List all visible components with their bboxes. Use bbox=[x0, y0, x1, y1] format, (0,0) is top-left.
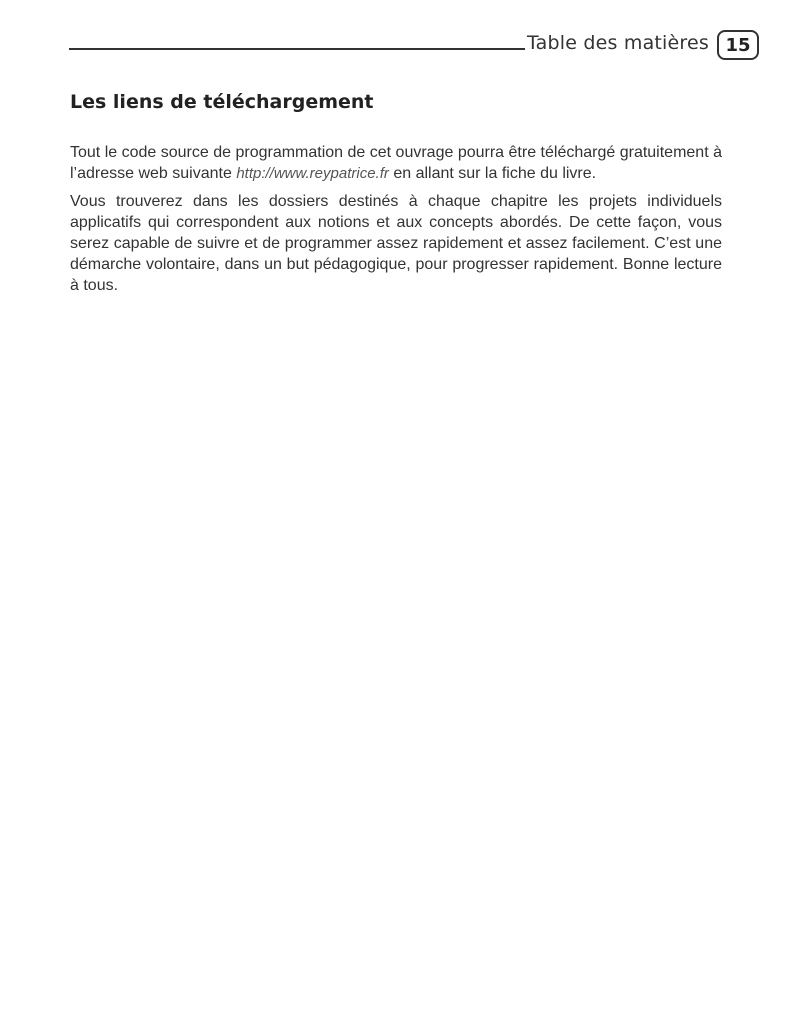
paragraph-text-after-link: en allant sur la fiche du livre. bbox=[388, 165, 597, 182]
section-title: Les liens de téléchargement bbox=[70, 91, 374, 113]
paragraph-projects-info: Vous trouverez dans les dossiers destinés à chaque chapitre les projets individuels applicatifs qui correspondent aux notions et aux concepts abordés. De cette façon, vous serez capable de suivre et de programmer assez rapidement et assez facilement. C’est une démarche volontaire, dans un but pédagogique, pour progresser rapidement. Bonne lecture à tous. bbox=[70, 193, 722, 294]
header-rule bbox=[69, 48, 525, 50]
section-body bbox=[70, 142, 722, 303]
running-header-title: Table des matières bbox=[527, 32, 710, 54]
download-url-link[interactable]: http://www.reypatrice.fr bbox=[236, 165, 389, 182]
paragraph-download-info bbox=[70, 142, 722, 184]
page-number: 15 bbox=[717, 30, 759, 60]
page-header bbox=[69, 30, 763, 62]
paragraph-text-before-link: Tout le code source de programmation de cet ouvrage pourra être téléchargé gratuitement à l’adresse web suivante bbox=[70, 144, 722, 182]
